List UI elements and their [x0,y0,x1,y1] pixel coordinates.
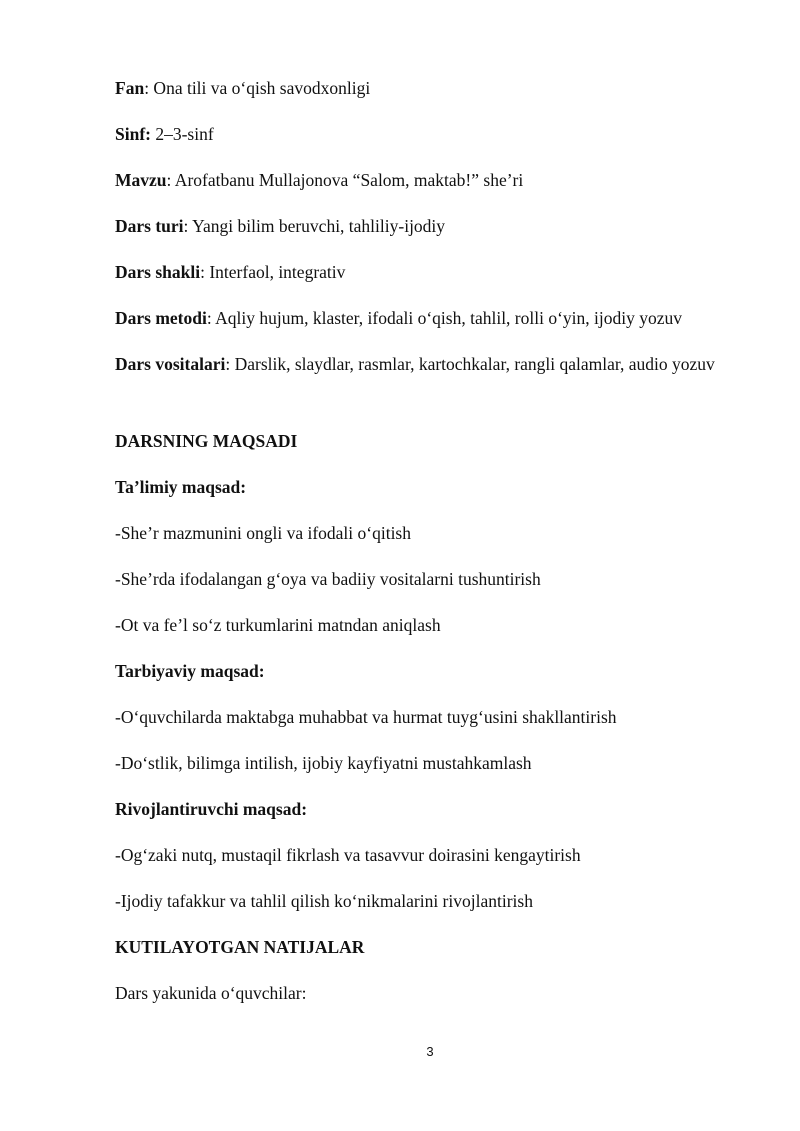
lesson-tools-value: : Darslik, slaydlar, rasmlar, kartochkalar, rangli qalamlar, audio yozuv [225,354,715,374]
lesson-form-line [115,260,345,284]
developmental-goal-heading: Rivojlantiruvchi maqsad: [115,799,308,819]
lesson-form-value: : Interfaol, integrativ [200,262,346,282]
lesson-method-value: : Aqliy hujum, klaster, ifodali o‘qish, tahlil, rolli o‘yin, ijodiy yozuv [206,308,683,328]
list-item: -Og‘zaki nutq, mustaqil fikrlash va tasavvur doirasini kengaytirish [115,845,581,865]
lesson-method-label: Dars metodi [115,308,207,328]
topic-label: Mavzu [115,170,167,190]
lesson-tools-paragraph [115,349,742,380]
lesson-method-line [115,306,682,330]
goals-heading: DARSNING MAQSADI [115,431,298,451]
lesson-type-label: Dars turi [115,216,184,236]
grade-label: Sinf: [115,124,151,144]
grade-line [115,122,214,146]
topic-value: : Arofatbanu Mullajonova “Salom, maktab!” she’ri [166,170,524,190]
upbringing-goal-heading: Tarbiyaviy maqsad: [115,661,265,681]
list-item: -Ot va fe’l so‘z turkumlarini matndan aniqlash [115,615,441,635]
subject-label: Fan [115,78,145,98]
expected-results-heading: KUTILAYOTGAN NATIJALAR [115,937,365,957]
page-number: 3 [426,1044,434,1059]
expected-results-intro: Dars yakunida o‘quvchilar: [115,983,307,1003]
topic-line [115,168,523,192]
lesson-form-label: Dars shakli [115,262,201,282]
lesson-type-value: : Yangi bilim beruvchi, tahliliy-ijodiy [183,216,446,236]
list-item: -She’rda ifodalangan g‘oya va badiiy vositalarni tushuntirish [115,569,541,589]
subject-value: : Ona tili va o‘qish savodxonligi [144,78,371,98]
list-item: -O‘quvchilarda maktabga muhabbat va hurmat tuyg‘usini shakllantirish [115,707,617,727]
subject-line [115,76,370,100]
grade-value: 2–3-sinf [150,124,214,144]
lesson-type-line [115,214,445,238]
list-item: -She’r mazmunini ongli va ifodali o‘qitish [115,523,411,543]
lesson-tools-label: Dars vositalari [115,354,226,374]
list-item: -Ijodiy tafakkur va tahlil qilish ko‘nikmalarini rivojlantirish [115,891,533,911]
educational-goal-heading: Ta’limiy maqsad: [115,477,247,497]
list-item: -Do‘stlik, bilimga intilish, ijobiy kayfiyatni mustahkamlash [115,753,532,773]
